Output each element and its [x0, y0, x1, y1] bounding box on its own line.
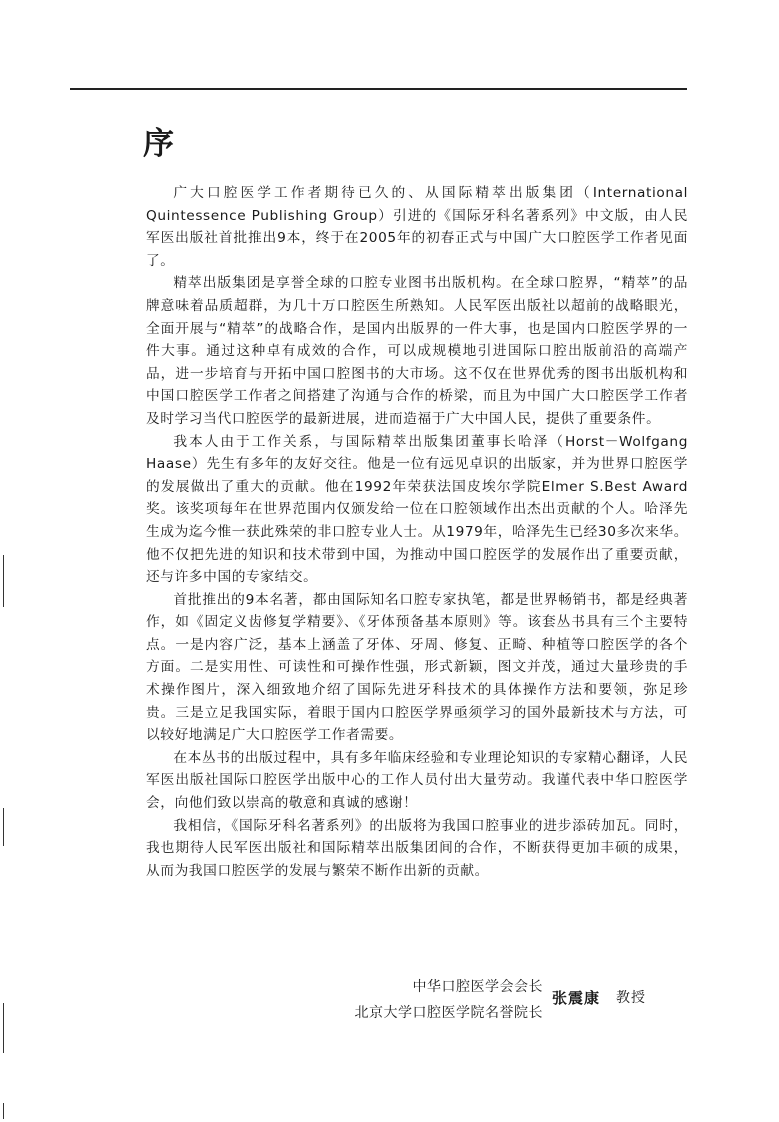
signature-title-line-2: 北京大学口腔医学院名誉院长	[354, 1005, 543, 1021]
signature-role: 教授	[616, 990, 646, 1006]
scan-edge-mark	[3, 1003, 4, 1053]
signature-name: 张震康	[552, 989, 601, 1007]
header-rule	[70, 88, 687, 90]
preface-body	[146, 182, 688, 882]
paragraph-2: 精萃出版集团是享誉全球的口腔专业图书出版机构。在全球口腔界，“精萃”的品牌意味着品质超群，为几十万口腔医生所熟知。人民军医出版社以超前的战略眼光，全面开展与“精萃”的战略合作，是国内出版界的一件大事，也是国内口腔医学界的一件大事。通过这种卓有成效的合作，可以成规模地引进国际口腔出版前沿的高端产品，进一步培育与开拓中国口腔图书的大市场。这不仅在世界优秀的图书出版机构和中国口腔医学工作者之间搭建了沟通与合作的桥梁，而且为中国广大口腔医学工作者及时学习当代口腔医学的最新进展，进而造福于广大中国人民，提供了重要条件。	[146, 275, 688, 427]
signature-titles	[355, 974, 544, 1026]
scan-edge-mark	[3, 555, 4, 607]
paragraph-5: 在本丛书的出版过程中，具有多年临床经验和专业理论知识的专家精心翻译，人民军医出版社国际口腔医学出版中心的工作人员付出大量劳动。我谨代表中华口腔医学会，向他们致以崇高的敬意和真诚的感谢！	[146, 749, 688, 812]
scan-edge-mark	[3, 1103, 4, 1119]
paragraph-6: 我相信，《国际牙科名著系列》的出版将为我国口腔事业的进步添砖加瓦。同时，我也期待人民军医出版社和国际精萃出版集团间的合作，不断获得更加丰硕的成果，从而为我国口腔医学的发展与繁荣不断作出新的贡献。	[146, 817, 688, 879]
signature-block	[146, 974, 688, 1026]
page-title: 序	[143, 126, 175, 162]
paragraph-4: 首批推出的9本名著，都由国际知名口腔专家执笔，都是世界畅销书，都是经典著作，如《固定义齿修复学精要》、《牙体预备基本原则》等。该套丛书具有三个主要特点。一是内容广泛，基本上涵盖了牙体、牙周、修复、正畸、种植等口腔医学的各个方面。二是实用性、可读性和可操作性强，形式新颖，图文并茂，通过大量珍贵的手术操作图片，深入细致地介绍了国际先进牙科技术的具体操作方法和要领，弥足珍贵。三是立足我国实际，着眼于国内口腔医学界亟须学习的国外最新技术与方法，可以较好地满足广大口腔医学工作者需要。	[146, 591, 688, 744]
scan-edge-mark	[3, 808, 4, 846]
paragraph-3: 我本人由于工作关系，与国际精萃出版集团董事长哈泽（Horst－Wolfgang Haase）先生有多年的友好交往。他是一位有远见卓识的出版家，并为世界口腔医学的发展做出了重大的贡献。他在1992年荣获法国皮埃尔学院Elmer S.Best Award奖。该奖项每年在世界范围内仅颁发给一位在口腔领域作出杰出贡献的个人。哈泽先生成为迄今惟一获此殊荣的非口腔专业人士。从1979年，哈泽先生已经30多次来华。他不仅把先进的知识和技术带到中国，为推动中国口腔医学的发展作出了重要贡献，还与许多中国的专家结交。	[146, 433, 688, 586]
signature-title-line-1: 中华口腔医学会会长	[412, 979, 543, 995]
paragraph-1: 广大口腔医学工作者期待已久的、从国际精萃出版集团（International Quintessence Publishing Group）引进的《国际牙科名著系列》中文版，由人民军医出版社首批推出9本，终于在2005年的初春正式与中国广大口腔医学工作者见面了。	[146, 185, 688, 269]
